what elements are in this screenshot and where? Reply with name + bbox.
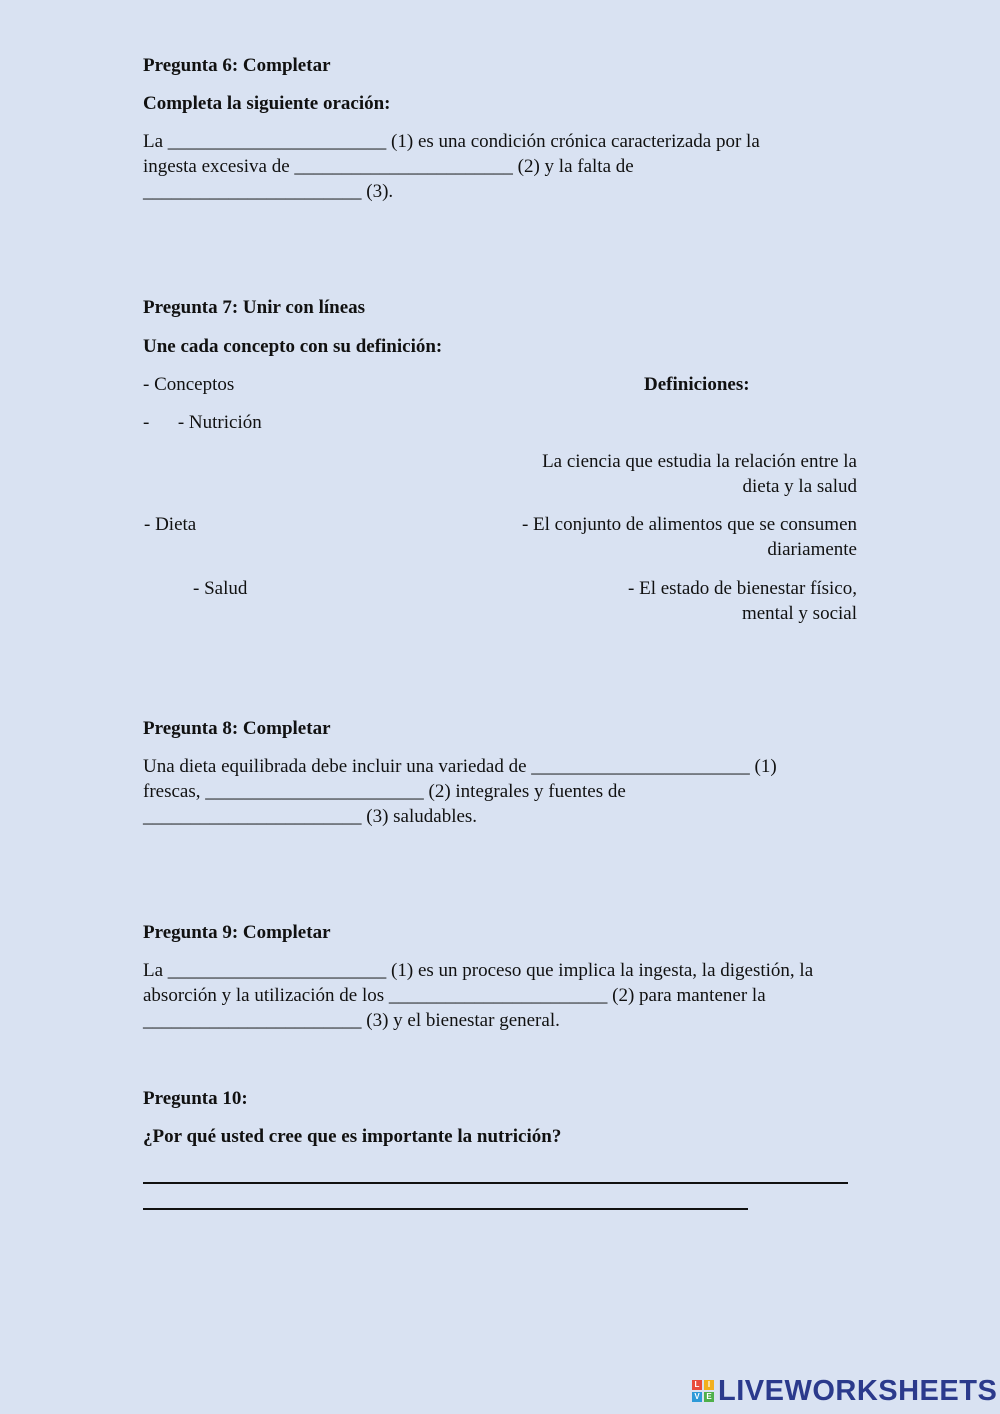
q7-definition-1-line-2: dieta y la salud	[742, 476, 857, 497]
q9-line-3: _______________________ (3) y el bienestar general.	[143, 1010, 560, 1031]
q7-concept-salud: - Salud	[193, 578, 248, 599]
q10-answer-line-2[interactable]	[143, 1208, 748, 1210]
q7-definition-3-line-2: mental y social	[741, 603, 857, 624]
liveworksheets-mark-icon: L I V E	[692, 1380, 714, 1402]
q7-definition-1-line-1: La ciencia que estudia la relación entre la	[542, 451, 857, 472]
q7-title: Pregunta 7: Unir con líneas	[143, 297, 366, 318]
q10-title: Pregunta 10:	[143, 1088, 248, 1109]
q6-line-2: ingesta excesiva de _______________________ (2) y la falta de	[143, 156, 634, 177]
q7-definition-2-line-2: diariamente	[767, 539, 857, 560]
q7-instruction: Une cada concepto con su definición:	[143, 336, 443, 357]
q10-question: ¿Por qué usted cree que es importante la nutrición?	[143, 1126, 562, 1147]
q7-definition-2-line-1: - El conjunto de alimentos que se consumen	[521, 514, 857, 535]
q9-title: Pregunta 9: Completar	[143, 922, 331, 943]
liveworksheets-brand: LIVEWORKSHEETS	[718, 1375, 998, 1407]
q8-line-1: Una dieta equilibrada debe incluir una variedad de _______________________ (1)	[143, 756, 777, 777]
q9-line-2: absorción y la utilización de los _______________________ (2) para mantener la	[143, 985, 766, 1006]
q7-concept-nutricion: - - Nutrición	[143, 412, 262, 433]
q7-definitions-header: Definiciones:	[644, 374, 750, 395]
q6-instruction: Completa la siguiente oración:	[143, 93, 391, 114]
q8-line-3: _______________________ (3) saludables.	[143, 806, 478, 827]
q6-line-3: _______________________ (3).	[143, 181, 394, 202]
q10-answer-line-1[interactable]	[143, 1182, 848, 1184]
liveworksheets-logo	[692, 1376, 997, 1406]
q9-line-1: La _______________________ (1) es un proceso que implica la ingesta, la digestión, la	[143, 960, 814, 981]
q6-line-1: La _______________________ (1) es una condición crónica caracterizada por la	[143, 131, 760, 152]
q7-concept-dieta: - Dieta	[144, 514, 197, 535]
q8-line-2: frescas, _______________________ (2) integrales y fuentes de	[143, 781, 626, 802]
q7-concepts-header: - Conceptos	[143, 374, 235, 395]
q6-title: Pregunta 6: Completar	[143, 55, 331, 76]
q8-title: Pregunta 8: Completar	[143, 718, 331, 739]
q7-definition-3-line-1: - El estado de bienestar físico,	[628, 578, 857, 599]
